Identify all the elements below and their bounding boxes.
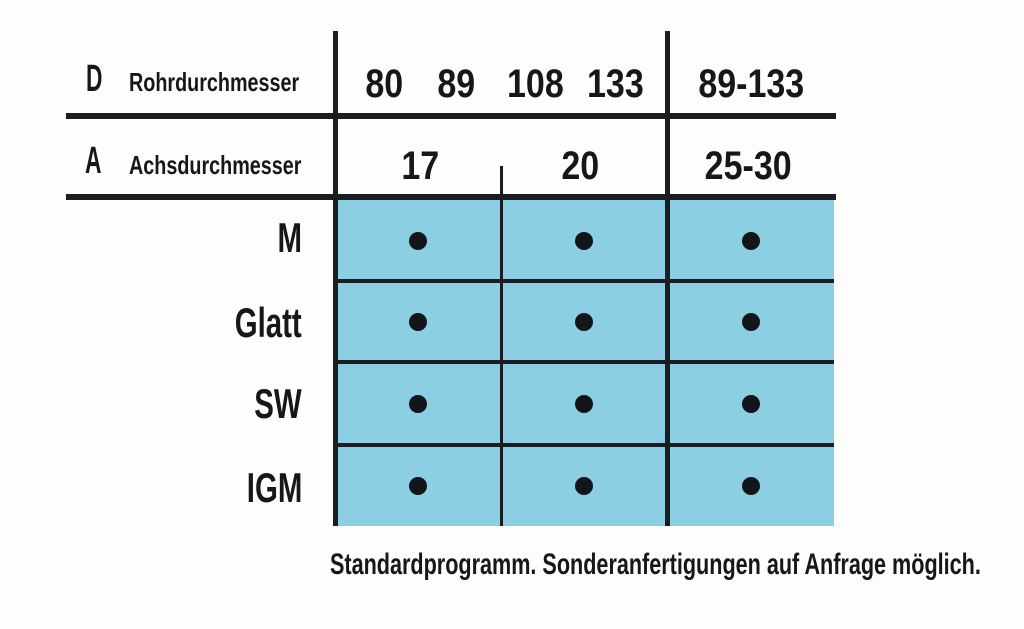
footer-note: Standardprogramm. Sonderanfertigungen auf Anfrage möglich. [330, 548, 981, 581]
matrix-row-igm [335, 445, 834, 526]
a-row-code [85, 142, 112, 180]
matrix-row-m [335, 200, 834, 281]
matrix-cell-sw-3 [668, 362, 834, 445]
matrix-cell-igm-3 [668, 445, 834, 526]
dot-icon [575, 232, 593, 250]
dot-icon [409, 395, 427, 413]
a-range-value: 25-30 [704, 144, 792, 188]
dot-icon [742, 395, 760, 413]
d-row-label-text: Rohrdurchmesser [129, 67, 300, 97]
a-value-1: 17 [401, 144, 439, 188]
d-value-1: 80 [365, 62, 403, 106]
matrix-cell-igm-2 [501, 445, 667, 526]
matrix-cell-glatt-3 [668, 281, 834, 362]
dot-icon [575, 395, 593, 413]
matrix-cell-m-1 [335, 200, 501, 281]
dot-icon [575, 313, 593, 331]
a-row-label-text: Achsdurchmesser [129, 150, 302, 180]
dot-icon [742, 477, 760, 495]
dot-icon [742, 313, 760, 331]
matrix-row-glatt [335, 281, 834, 362]
a-value-2: 20 [561, 144, 599, 188]
d-value-3: 108 [506, 62, 564, 106]
d-row-code-text: D [86, 58, 103, 100]
row-label-glatt: Glatt [235, 299, 302, 346]
a-row-code-text: A [85, 140, 102, 182]
d-value-2: 89 [437, 62, 475, 106]
dot-icon [409, 232, 427, 250]
matrix-cell-sw-2 [501, 362, 667, 445]
matrix-cell-glatt-1 [335, 281, 501, 362]
matrix-cell-m-3 [668, 200, 834, 281]
matrix-cell-sw-1 [335, 362, 501, 445]
dot-icon [409, 313, 427, 331]
matrix-cell-m-2 [501, 200, 667, 281]
dot-icon [742, 232, 760, 250]
d-range-value: 89-133 [698, 62, 804, 106]
matrix-row-sw [335, 362, 834, 445]
a-row-label [129, 152, 356, 178]
dot-icon [409, 477, 427, 495]
d-value-4: 133 [586, 62, 644, 106]
d-row-label [129, 69, 353, 95]
matrix-cell-igm-1 [335, 445, 501, 526]
horizontal-grid-line-top [66, 113, 836, 119]
row-label-sw: SW [254, 380, 302, 427]
row-label-m: M [277, 214, 302, 261]
dot-icon [575, 477, 593, 495]
matrix-cell-glatt-2 [501, 281, 667, 362]
row-label-igm: IGM [246, 464, 302, 511]
d-row-code [86, 60, 113, 98]
